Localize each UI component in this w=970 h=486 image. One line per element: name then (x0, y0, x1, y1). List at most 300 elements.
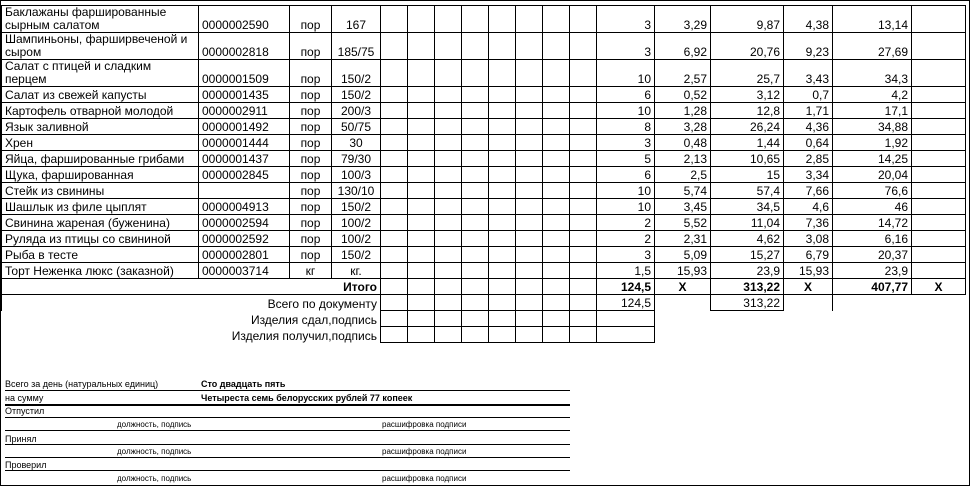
day-total-value: Сто двадцать пять (201, 379, 286, 389)
item-sum: 15 (711, 167, 784, 183)
item-unit: пор (290, 231, 332, 247)
checked-position-sign: должность, подпись (117, 474, 192, 483)
empty-cell (381, 6, 408, 33)
empty-cell (489, 151, 516, 167)
empty-cell (912, 135, 966, 151)
empty-cell (543, 151, 570, 167)
empty-cell (408, 151, 435, 167)
empty-cell (570, 6, 597, 33)
empty-cell (408, 119, 435, 135)
item-portion: 150/2 (332, 247, 381, 263)
empty-cell (570, 60, 597, 87)
empty-cell (489, 199, 516, 215)
empty-cell (462, 247, 489, 263)
empty-cell (543, 183, 570, 199)
empty-cell (462, 167, 489, 183)
totals-sum: 313,22 (711, 279, 784, 295)
item-name: Яйца, фаршированные грибами (2, 151, 199, 167)
table-row (2, 231, 966, 247)
item-sum: 15,27 (711, 247, 784, 263)
empty-cell (408, 60, 435, 87)
item-sum2: 4,2 (833, 87, 912, 103)
empty-cell (912, 60, 966, 87)
totals-price: X (655, 279, 711, 295)
empty-cell (381, 247, 408, 263)
item-qty: 10 (597, 60, 655, 87)
empty-cell (912, 263, 966, 279)
empty-cell (516, 103, 543, 119)
empty-cell (489, 87, 516, 103)
item-sum2: 23,9 (833, 263, 912, 279)
empty-cell (462, 103, 489, 119)
empty-cell (435, 33, 462, 60)
empty-cell (543, 263, 570, 279)
item-unit: пор (290, 87, 332, 103)
empty-cell (543, 215, 570, 231)
empty-cell (912, 231, 966, 247)
empty-cell (381, 33, 408, 60)
empty-cell (381, 103, 408, 119)
sum-value: Четыреста семь белорусских рублей 77 копеек (201, 393, 413, 403)
item-unit: пор (290, 60, 332, 87)
item-price: 2,13 (655, 151, 711, 167)
empty-cell (489, 135, 516, 151)
item-unit: пор (290, 151, 332, 167)
empty-cell (489, 167, 516, 183)
item-price2: 15,93 (784, 263, 833, 279)
item-price2: 3,43 (784, 60, 833, 87)
totals-qty: 124,5 (597, 279, 655, 295)
empty-cell (543, 247, 570, 263)
item-price2: 7,66 (784, 183, 833, 199)
empty-cell (912, 247, 966, 263)
item-sum: 1,44 (711, 135, 784, 151)
empty-cell (462, 6, 489, 33)
item-code: 0000003714 (199, 263, 290, 279)
item-qty: 2 (597, 231, 655, 247)
empty-cell (462, 183, 489, 199)
empty-cell (570, 263, 597, 279)
received-label: Изделия получил,подпись (231, 328, 377, 343)
empty-cell (381, 183, 408, 199)
empty-cell (570, 231, 597, 247)
empty-cell (435, 151, 462, 167)
table-row (2, 6, 966, 33)
item-qty: 8 (597, 119, 655, 135)
empty-cell (489, 6, 516, 33)
accepted-label: Принял (5, 434, 37, 444)
item-name: Стейк из свинины (2, 183, 199, 199)
item-qty: 5 (597, 151, 655, 167)
table-row (2, 263, 966, 279)
empty-cell (516, 60, 543, 87)
item-qty: 1,5 (597, 263, 655, 279)
totals-row (2, 279, 966, 295)
item-price2: 1,71 (784, 103, 833, 119)
empty-cell (489, 263, 516, 279)
item-price2: 4,6 (784, 199, 833, 215)
item-portion: 100/2 (332, 215, 381, 231)
item-sum2: 34,3 (833, 60, 912, 87)
empty-cell (570, 119, 597, 135)
item-sum2: 14,25 (833, 151, 912, 167)
item-portion: 130/10 (332, 183, 381, 199)
item-sum2: 20,37 (833, 247, 912, 263)
table-row (2, 151, 966, 167)
empty-cell (381, 119, 408, 135)
item-code: 0000001435 (199, 87, 290, 103)
empty-cell (408, 33, 435, 60)
item-code: 0000001492 (199, 119, 290, 135)
empty-cell (435, 119, 462, 135)
item-portion: 150/2 (332, 199, 381, 215)
item-name: Хрен (2, 135, 199, 151)
empty-cell (381, 215, 408, 231)
item-name: Рыба в тесте (2, 247, 199, 263)
empty-cell (435, 215, 462, 231)
item-portion: кг. (332, 263, 381, 279)
empty-cell (570, 33, 597, 60)
item-unit: пор (290, 215, 332, 231)
empty-cell (912, 119, 966, 135)
empty-cell (381, 87, 408, 103)
item-price: 0,52 (655, 87, 711, 103)
item-code: 0000002590 (199, 6, 290, 33)
empty-cell (516, 167, 543, 183)
table-row (2, 199, 966, 215)
item-sum: 26,24 (711, 119, 784, 135)
received-row (2, 327, 966, 343)
rule (5, 430, 570, 431)
empty-cell (462, 119, 489, 135)
item-unit: пор (290, 6, 332, 33)
rule (5, 404, 570, 406)
empty-cell (435, 103, 462, 119)
empty-cell (912, 103, 966, 119)
item-price: 3,45 (655, 199, 711, 215)
empty-cell (516, 183, 543, 199)
empty-cell (408, 215, 435, 231)
item-qty: 6 (597, 87, 655, 103)
empty-cell (516, 151, 543, 167)
goods-rows (2, 6, 966, 279)
item-price2: 9,23 (784, 33, 833, 60)
item-unit: пор (290, 103, 332, 119)
item-code: 0000002911 (199, 103, 290, 119)
item-portion: 167 (332, 6, 381, 33)
item-price2: 4,36 (784, 119, 833, 135)
item-sum2: 20,04 (833, 167, 912, 183)
item-price2: 0,64 (784, 135, 833, 151)
item-price: 2,31 (655, 231, 711, 247)
item-sum: 11,04 (711, 215, 784, 231)
empty-cell (912, 215, 966, 231)
item-sum2: 34,88 (833, 119, 912, 135)
item-price: 0,48 (655, 135, 711, 151)
item-portion: 200/3 (332, 103, 381, 119)
empty-cell (912, 167, 966, 183)
day-total-label: Всего за день (натуральных единиц) (5, 379, 159, 389)
empty-cell (435, 87, 462, 103)
empty-cell (462, 199, 489, 215)
item-sum: 9,87 (711, 6, 784, 33)
empty-cell (408, 231, 435, 247)
item-code: 0000002801 (199, 247, 290, 263)
item-sum2: 1,92 (833, 135, 912, 151)
item-qty: 6 (597, 167, 655, 183)
item-sum: 3,12 (711, 87, 784, 103)
empty-cell (570, 199, 597, 215)
table-row (2, 167, 966, 183)
item-price2: 2,85 (784, 151, 833, 167)
released-position-sign: должность, подпись (117, 420, 192, 429)
empty-cell (489, 231, 516, 247)
empty-cell (570, 167, 597, 183)
item-price: 5,52 (655, 215, 711, 231)
empty-cell (543, 60, 570, 87)
empty-cell (543, 33, 570, 60)
table-row (2, 87, 966, 103)
empty-cell (408, 87, 435, 103)
empty-cell (543, 231, 570, 247)
empty-cell (381, 151, 408, 167)
item-price2: 4,38 (784, 6, 833, 33)
item-price: 3,29 (655, 6, 711, 33)
empty-cell (489, 60, 516, 87)
empty-cell (912, 6, 966, 33)
item-code: 0000002592 (199, 231, 290, 247)
empty-cell (570, 247, 597, 263)
empty-cell (381, 60, 408, 87)
item-price2: 6,79 (784, 247, 833, 263)
item-sum2: 13,14 (833, 6, 912, 33)
empty-cell (435, 183, 462, 199)
empty-cell (543, 199, 570, 215)
empty-cell (435, 167, 462, 183)
item-unit: кг (290, 263, 332, 279)
totals-label: Итого (2, 279, 381, 295)
empty-cell (543, 167, 570, 183)
item-unit: пор (290, 183, 332, 199)
empty-cell (408, 6, 435, 33)
item-name: Салат из свежей капусты (2, 87, 199, 103)
empty-cell (462, 215, 489, 231)
item-name: Свинина жареная (буженина) (2, 215, 199, 231)
empty-cell (462, 263, 489, 279)
item-price: 1,28 (655, 103, 711, 119)
empty-cell (570, 183, 597, 199)
released-decode-sign: расшифровка подписи (382, 420, 467, 429)
item-sum2: 76,6 (833, 183, 912, 199)
doc-total-qty: 124,5 (597, 295, 655, 311)
empty-cell (408, 103, 435, 119)
item-portion: 150/2 (332, 87, 381, 103)
handed-label: Изделия сдал,подпись (250, 312, 377, 327)
empty-cell (408, 167, 435, 183)
item-qty: 3 (597, 6, 655, 33)
item-sum2: 6,16 (833, 231, 912, 247)
empty-cell (381, 231, 408, 247)
item-price: 6,92 (655, 33, 711, 60)
item-price2: 3,08 (784, 231, 833, 247)
rule (5, 470, 570, 471)
empty-cell (435, 6, 462, 33)
empty-cell (489, 215, 516, 231)
empty-cell (516, 247, 543, 263)
item-sum: 34,5 (711, 199, 784, 215)
empty-cell (489, 33, 516, 60)
item-sum: 10,65 (711, 151, 784, 167)
table-row (2, 247, 966, 263)
table-row (2, 183, 966, 199)
empty-cell (570, 151, 597, 167)
empty-cell (381, 167, 408, 183)
rule (5, 457, 570, 458)
item-code: 0000004913 (199, 199, 290, 215)
item-portion: 50/75 (332, 119, 381, 135)
item-name: Щука, фаршированная (2, 167, 199, 183)
empty-cell (408, 247, 435, 263)
item-price: 5,09 (655, 247, 711, 263)
item-code: 0000001509 (199, 60, 290, 87)
doc-total-label: Всего по документу (2, 295, 381, 311)
empty-cell (489, 183, 516, 199)
empty-cell (912, 199, 966, 215)
released-label: Отпустил (5, 406, 45, 416)
empty-cell (516, 33, 543, 60)
item-sum: 25,7 (711, 60, 784, 87)
item-name: Салат с птицей и сладким перцем (2, 60, 199, 87)
empty-cell (516, 119, 543, 135)
accepted-position-sign: должность, подпись (117, 447, 192, 456)
item-qty: 10 (597, 199, 655, 215)
empty-cell (570, 135, 597, 151)
item-sum: 23,9 (711, 263, 784, 279)
item-price: 15,93 (655, 263, 711, 279)
empty-cell (912, 151, 966, 167)
item-name: Руляда из птицы со свининой (2, 231, 199, 247)
item-sum2: 27,69 (833, 33, 912, 60)
empty-cell (489, 119, 516, 135)
item-sum2: 46 (833, 199, 912, 215)
item-name: Баклажаны фаршированные сырным салатом (2, 6, 199, 33)
item-unit: пор (290, 135, 332, 151)
item-sum2: 14,72 (833, 215, 912, 231)
empty-cell (516, 135, 543, 151)
checked-decode-sign: расшифровка подписи (382, 474, 467, 483)
empty-cell (462, 231, 489, 247)
item-sum: 12,8 (711, 103, 784, 119)
checked-label: Проверил (5, 460, 47, 470)
empty-cell (570, 87, 597, 103)
empty-cell (381, 199, 408, 215)
item-unit: пор (290, 33, 332, 60)
empty-cell (570, 103, 597, 119)
item-price2: 0,7 (784, 87, 833, 103)
item-price: 5,74 (655, 183, 711, 199)
empty-cell (435, 247, 462, 263)
empty-cell (381, 135, 408, 151)
empty-cell (516, 263, 543, 279)
empty-cell (912, 183, 966, 199)
doc-total-sum: 313,22 (711, 295, 784, 311)
empty-cell (516, 231, 543, 247)
item-unit: пор (290, 247, 332, 263)
empty-cell (489, 103, 516, 119)
item-portion: 100/3 (332, 167, 381, 183)
item-sum: 4,62 (711, 231, 784, 247)
empty-cell (408, 199, 435, 215)
empty-cell (912, 87, 966, 103)
item-price2: 7,36 (784, 215, 833, 231)
doc-total-row (2, 295, 966, 311)
goods-table (1, 5, 966, 343)
table-row (2, 103, 966, 119)
item-name: Шампиньоны, фарширвеченой и сыром (2, 33, 199, 60)
item-name: Язык заливной (2, 119, 199, 135)
table-row (2, 215, 966, 231)
rule (5, 417, 570, 418)
item-name: Шашлык из филе цыплят (2, 199, 199, 215)
empty-cell (435, 263, 462, 279)
item-qty: 10 (597, 103, 655, 119)
item-code: 0000002818 (199, 33, 290, 60)
item-sum: 20,76 (711, 33, 784, 60)
item-code: 0000002845 (199, 167, 290, 183)
item-unit: пор (290, 167, 332, 183)
item-price2: 3,34 (784, 167, 833, 183)
empty-cell (462, 60, 489, 87)
table-row (2, 33, 966, 60)
empty-cell (543, 6, 570, 33)
empty-cell (543, 119, 570, 135)
accepted-decode-sign: расшифровка подписи (382, 447, 467, 456)
empty-cell (435, 231, 462, 247)
empty-cell (570, 215, 597, 231)
empty-cell (435, 60, 462, 87)
totals-price2: X (784, 279, 833, 295)
empty-cell (516, 87, 543, 103)
empty-cell (912, 33, 966, 60)
item-sum: 57,4 (711, 183, 784, 199)
empty-cell (543, 135, 570, 151)
item-name: Картофель отварной молодой (2, 103, 199, 119)
item-code: 0000001444 (199, 135, 290, 151)
empty-cell (462, 151, 489, 167)
table-row (2, 135, 966, 151)
rule (5, 444, 570, 445)
item-code: 0000001437 (199, 151, 290, 167)
empty-cell (381, 263, 408, 279)
item-portion: 79/30 (332, 151, 381, 167)
item-portion: 150/2 (332, 60, 381, 87)
item-unit: пор (290, 199, 332, 215)
rule (5, 390, 570, 391)
item-qty: 2 (597, 215, 655, 231)
empty-cell (516, 6, 543, 33)
item-qty: 3 (597, 247, 655, 263)
item-qty: 3 (597, 135, 655, 151)
sum-label: на сумму (5, 393, 44, 403)
item-portion: 30 (332, 135, 381, 151)
item-price: 2,5 (655, 167, 711, 183)
item-price: 2,57 (655, 60, 711, 87)
empty-cell (462, 135, 489, 151)
empty-cell (516, 215, 543, 231)
totals-sum2: 407,77 (833, 279, 912, 295)
handed-row (2, 311, 966, 327)
item-name: Торт Неженка люкс (заказной) (2, 263, 199, 279)
